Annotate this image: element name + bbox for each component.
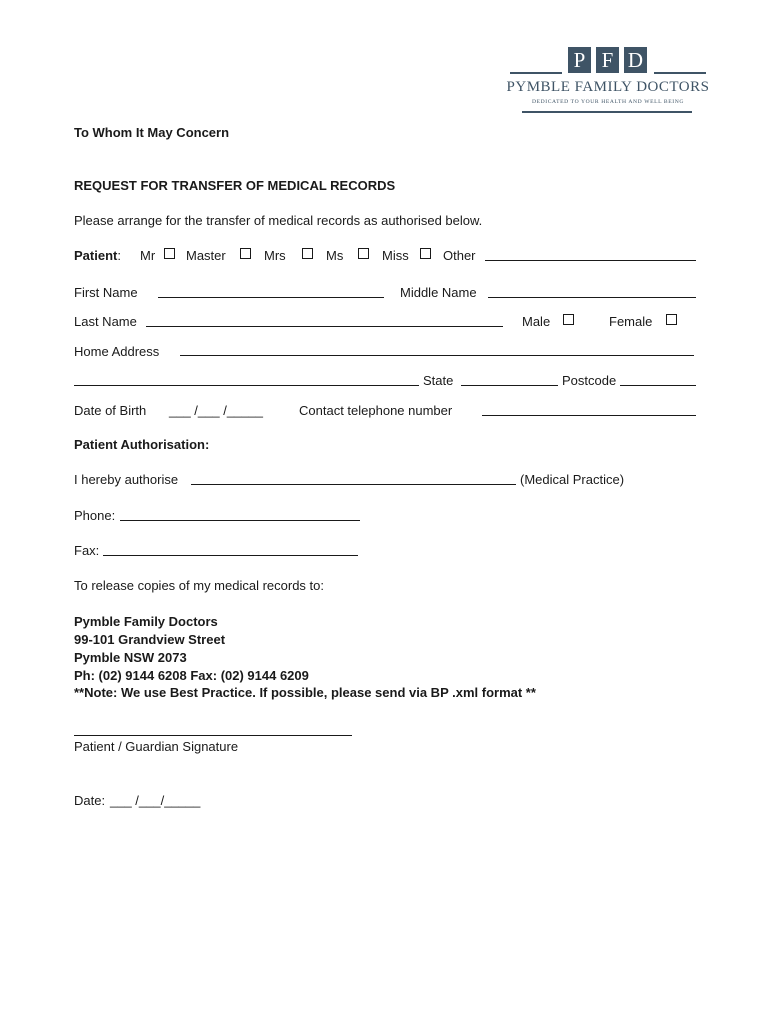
state-label: State bbox=[423, 373, 454, 388]
salutation: To Whom It May Concern bbox=[74, 125, 230, 140]
title-other-line[interactable] bbox=[485, 260, 696, 261]
title-miss-label: Miss bbox=[382, 248, 409, 263]
practice-suburb: Pymble NSW 2073 bbox=[74, 650, 187, 665]
practice-contact: Ph: (02) 9144 6208 Fax: (02) 9144 6209 bbox=[74, 668, 309, 683]
logo-underline bbox=[522, 111, 692, 113]
first-name-label: First Name bbox=[74, 285, 138, 300]
male-checkbox[interactable] bbox=[563, 314, 574, 325]
authorise-suffix: (Medical Practice) bbox=[520, 472, 625, 487]
male-label: Male bbox=[522, 314, 551, 329]
logo-right-bar bbox=[654, 72, 706, 74]
title-master-checkbox[interactable] bbox=[240, 248, 251, 259]
title-miss-checkbox[interactable] bbox=[420, 248, 431, 259]
fax-line[interactable] bbox=[103, 555, 358, 556]
form-heading: REQUEST FOR TRANSFER OF MEDICAL RECORDS bbox=[74, 178, 396, 193]
middle-name-line[interactable] bbox=[488, 297, 696, 298]
logo-letter-f: F bbox=[596, 47, 619, 73]
title-mr-label: Mr bbox=[140, 248, 156, 263]
phone-line[interactable] bbox=[120, 520, 360, 521]
title-other-label: Other bbox=[443, 248, 476, 263]
title-mrs-checkbox[interactable] bbox=[302, 248, 313, 259]
logo-left-bar bbox=[510, 72, 562, 74]
female-checkbox[interactable] bbox=[666, 314, 677, 325]
patient-label bbox=[74, 248, 121, 263]
fax-label: Fax: bbox=[74, 543, 100, 558]
female-label: Female bbox=[609, 314, 653, 329]
contact-phone-line[interactable] bbox=[482, 415, 696, 416]
home-address-label: Home Address bbox=[74, 344, 160, 359]
release-text: To release copies of my medical records to: bbox=[74, 578, 324, 593]
logo-letter-p: P bbox=[568, 47, 591, 73]
signature-label: Patient / Guardian Signature bbox=[74, 739, 239, 754]
contact-phone-label: Contact telephone number bbox=[299, 403, 453, 418]
authorisation-heading: Patient Authorisation: bbox=[74, 437, 210, 452]
postcode-line[interactable] bbox=[620, 385, 696, 386]
practice-name: Pymble Family Doctors bbox=[74, 614, 218, 629]
logo-tagline: DEDICATED TO YOUR HEALTH AND WELL BEING bbox=[531, 99, 685, 105]
postcode-label: Postcode bbox=[562, 373, 617, 388]
last-name-label: Last Name bbox=[74, 314, 137, 329]
phone-label: Phone: bbox=[74, 508, 116, 523]
last-name-line[interactable] bbox=[146, 326, 503, 327]
date-blank[interactable]: ___ /___/_____ bbox=[110, 793, 201, 808]
middle-name-label: Middle Name bbox=[400, 285, 477, 300]
title-master-label: Master bbox=[186, 248, 226, 263]
authorise-prefix: I hereby authorise bbox=[74, 472, 179, 487]
logo-name: PYMBLE FAMILY DOCTORS bbox=[506, 79, 710, 95]
practice-street: 99-101 Grandview Street bbox=[74, 632, 226, 647]
title-mr-checkbox[interactable] bbox=[164, 248, 175, 259]
home-address-line-2[interactable] bbox=[74, 385, 419, 386]
title-ms-checkbox[interactable] bbox=[358, 248, 369, 259]
title-mrs-label: Mrs bbox=[264, 248, 286, 263]
patient-label-colon: : bbox=[117, 248, 121, 263]
authorise-practice-line[interactable] bbox=[191, 484, 516, 485]
date-label: Date: bbox=[74, 793, 106, 808]
signature-line[interactable] bbox=[74, 735, 352, 736]
intro-text: Please arrange for the transfer of medical records as authorised below. bbox=[74, 213, 483, 228]
dob-label: Date of Birth bbox=[74, 403, 147, 418]
pfd-logo bbox=[506, 44, 710, 116]
title-ms-label: Ms bbox=[326, 248, 344, 263]
practice-note: **Note: We use Best Practice. If possible, please send via BP .xml format ** bbox=[74, 685, 536, 700]
dob-blank[interactable]: ___ /___ /_____ bbox=[169, 403, 263, 418]
home-address-line-1[interactable] bbox=[180, 355, 694, 356]
state-line[interactable] bbox=[461, 385, 558, 386]
first-name-line[interactable] bbox=[158, 297, 384, 298]
patient-label-text: Patient bbox=[74, 248, 118, 263]
logo-letter-d: D bbox=[624, 47, 647, 73]
